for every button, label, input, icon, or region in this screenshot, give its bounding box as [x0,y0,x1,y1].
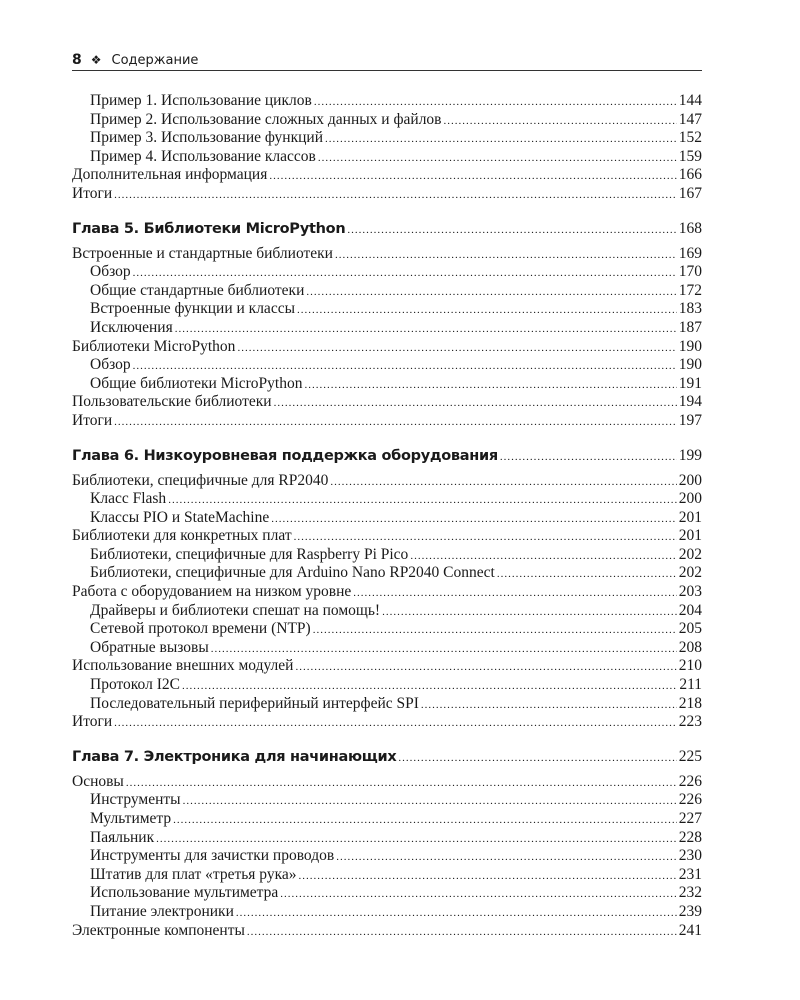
toc-entry[interactable]: Использование мультиметра ..... 232 [72,884,702,903]
toc-entry[interactable]: Пример 2. Использование сложных данных и файлов ..... 147 [72,111,702,130]
toc-entry[interactable]: Питание электроники ..... 239 [72,903,702,922]
toc-entry[interactable]: Пример 3. Использование функций ..... 152 [72,129,702,148]
section-title: Содержание [111,52,199,68]
running-header [72,50,702,70]
table-of-contents [72,92,702,940]
toc-entry[interactable]: Итоги ..... 167 [72,185,702,204]
toc-entry[interactable]: Обзор ..... 190 [72,356,702,375]
toc-entry[interactable]: Обзор ..... 170 [72,263,702,282]
toc-entry[interactable]: Общие стандартные библиотеки ..... 172 [72,282,702,301]
toc-entry[interactable]: Библиотеки MicroPython ..... 190 [72,338,702,357]
toc-entry[interactable]: Протокол I2C ..... 211 [72,676,702,695]
toc-entry[interactable]: Пользовательские библиотеки ..... 194 [72,393,702,412]
toc-chapter-6[interactable]: Глава 6. Низкоуровневая поддержка оборудования ..... 199 [72,446,702,466]
toc-entry[interactable]: Инструменты для зачистки проводов ..... 230 [72,847,702,866]
page-number: 8 [72,52,82,68]
toc-entry[interactable]: Встроенные функции и классы ..... 183 [72,300,702,319]
toc-entry[interactable]: Классы PIO и StateMachine ..... 201 [72,509,702,528]
toc-entry[interactable]: Исключения ..... 187 [72,319,702,338]
toc-entry[interactable]: Мультиметр ..... 227 [72,810,702,829]
toc-entry[interactable]: Класс Flash ..... 200 [72,490,702,509]
toc-entry[interactable]: Паяльник ..... 228 [72,829,702,848]
toc-entry[interactable]: Инструменты ..... 226 [72,791,702,810]
toc-entry[interactable]: Библиотеки, специфичные для Raspberry Pi Pico ..... 202 [72,546,702,565]
toc-entry[interactable]: Итоги ..... 223 [72,713,702,732]
toc-entry[interactable]: Использование внешних модулей ..... 210 [72,657,702,676]
toc-entry[interactable]: Обратные вызовы ..... 208 [72,639,702,658]
toc-entry[interactable]: Дополнительная информация ..... 166 [72,166,702,185]
toc-entry[interactable]: Драйверы и библиотеки спешат на помощь! ..... 204 [72,602,702,621]
toc-entry[interactable]: Библиотеки для конкретных плат ..... 201 [72,527,702,546]
toc-chapter-5[interactable]: Глава 5. Библиотеки MicroPython ..... 168 [72,219,702,239]
toc-entry[interactable]: Работа с оборудованием на низком уровне ..... 203 [72,583,702,602]
toc-entry[interactable]: Библиотеки, специфичные для RP2040 ..... 200 [72,472,702,491]
header-rule [72,70,702,71]
toc-entry[interactable]: Последовательный периферийный интерфейс SPI ..... 218 [72,695,702,714]
toc-entry[interactable]: Пример 1. Использование циклов ..... 144 [72,92,702,111]
toc-entry[interactable]: Итоги ..... 197 [72,412,702,431]
toc-entry[interactable]: Основы ..... 226 [72,773,702,792]
toc-entry[interactable]: Библиотеки, специфичные для Arduino Nano RP2040 Connect ..... 202 [72,564,702,583]
toc-entry[interactable]: Электронные компоненты ..... 241 [72,922,702,941]
toc-entry[interactable]: Сетевой протокол времени (NTP) ..... 205 [72,620,702,639]
ornament-icon: ❖ [90,53,102,67]
toc-entry[interactable]: Пример 4. Использование классов ..... 159 [72,148,702,167]
toc-entry[interactable]: Встроенные и стандартные библиотеки ..... 169 [72,245,702,264]
toc-entry[interactable]: Общие библиотеки MicroPython ..... 191 [72,375,702,394]
toc-chapter-7[interactable]: Глава 7. Электроника для начинающих ..... 225 [72,747,702,767]
toc-entry[interactable]: Штатив для плат «третья рука» ..... 231 [72,866,702,885]
